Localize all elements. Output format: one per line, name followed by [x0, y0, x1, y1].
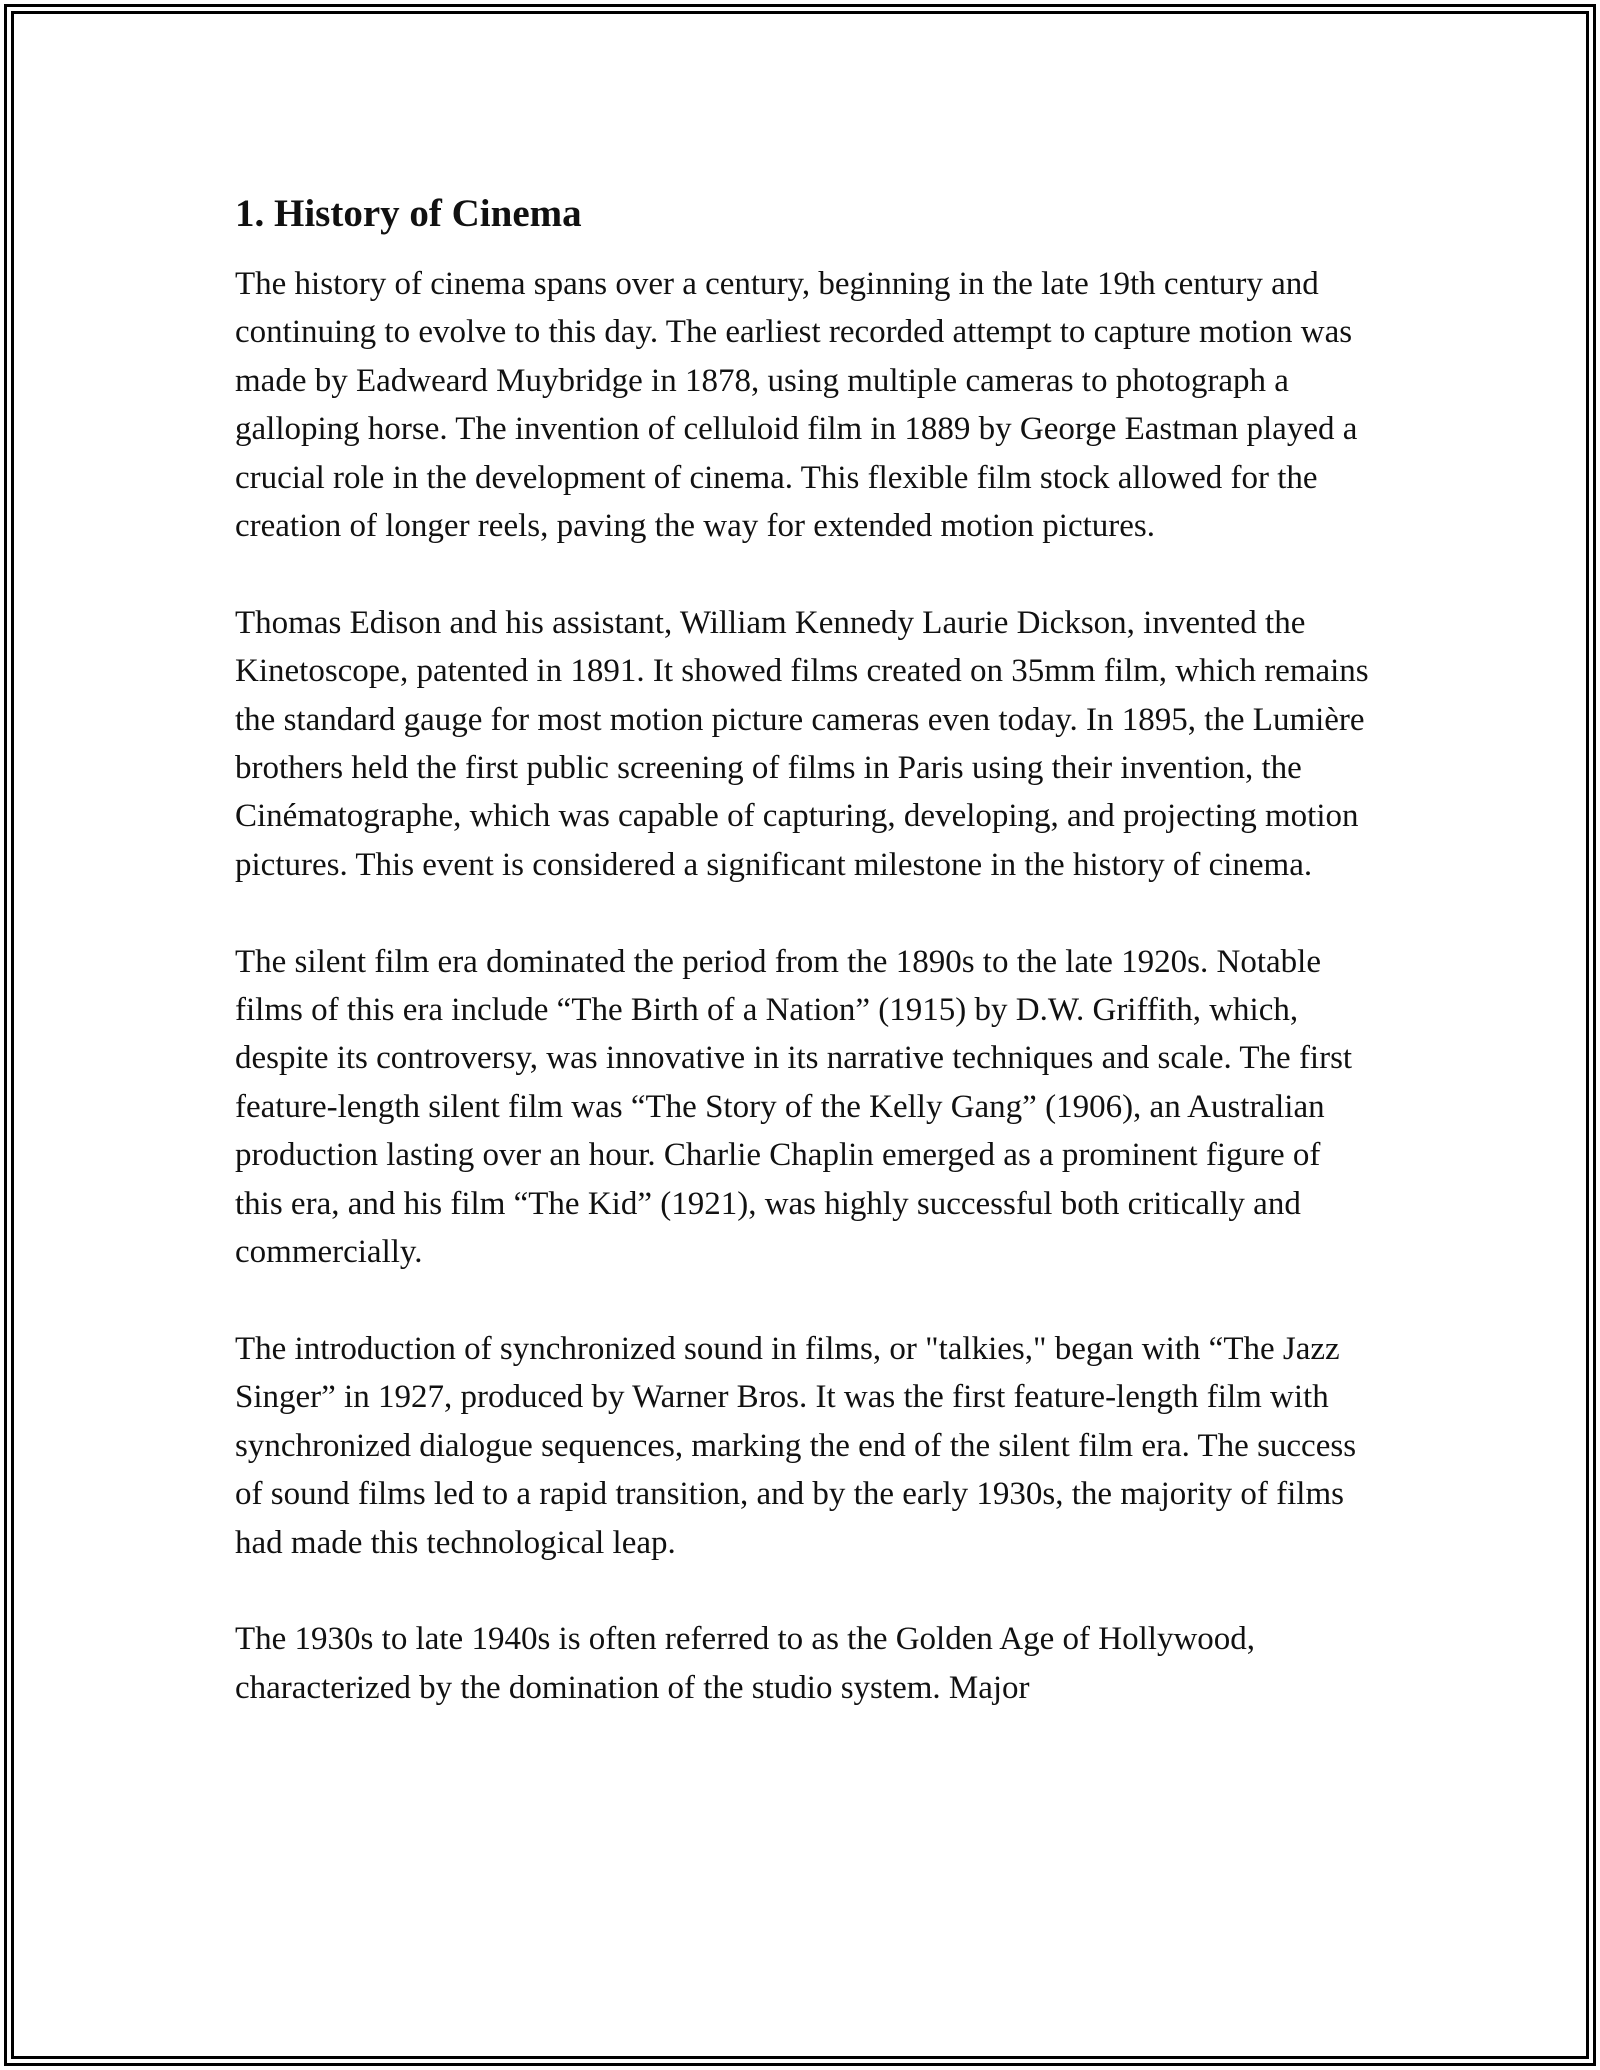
paragraph-talkies: The introduction of synchronized sound in films, or "talkies," began with “The Jazz Singer” in 1927, produced by Warner Bros. It was the first feature-length film with synchronized dialogue sequences, marking the end of the silent film era. The success of sound films led to a rapid transition, and by the early 1930s, the majority of films had made this technological leap.: [235, 1330, 1357, 1561]
section-heading: 1. History of Cinema: [235, 192, 582, 235]
paragraph-silent-era: The silent film era dominated the period from the 1890s to the late 1920s. Notable films of this era include “The Birth of a Nation” (1915) by D.W. Griffith, which, despite its controversy, was innovative in its narrative techniques and scale. The first feature-length silent film was “The Story of the Kelly Gang” (1906), an Australian production lasting over an hour. Charlie Chaplin emerged as a prominent figure of this era, and his film “The Kid” (1921), was highly successful both critically and commercially.: [235, 943, 1353, 1271]
paragraph-golden-age: The 1930s to late 1940s is often referred to as the Golden Age of Hollywood, characterized by the domination of the studio system. Major: [235, 1621, 1256, 1706]
paragraph-early-history: The history of cinema spans over a century, beginning in the late 19th century and continuing to evolve to this day. The earliest recorded attempt to capture motion was made by Eadweard Muybridge in 1878, using multiple cameras to photograph a galloping horse. The invention of celluloid film in 1889 by George Eastman played a crucial role in the development of cinema. This flexible film stock allowed for the creation of longer reels, paving the way for extended motion pictures.: [235, 266, 1358, 545]
paragraph-kinetoscope: Thomas Edison and his assistant, William Kennedy Laurie Dickson, invented the Kinetoscope, patented in 1891. It showed films created on 35mm film, which remains the standard gauge for most motion picture cameras even today. In 1895, the Lumière brothers held the first public screening of films in Paris using their invention, the Cinématographe, which was capable of capturing, developing, and projecting motion pictures. This event is considered a significant milestone in the history of cinema.: [235, 604, 1369, 883]
document-body: [235, 186, 1375, 1761]
